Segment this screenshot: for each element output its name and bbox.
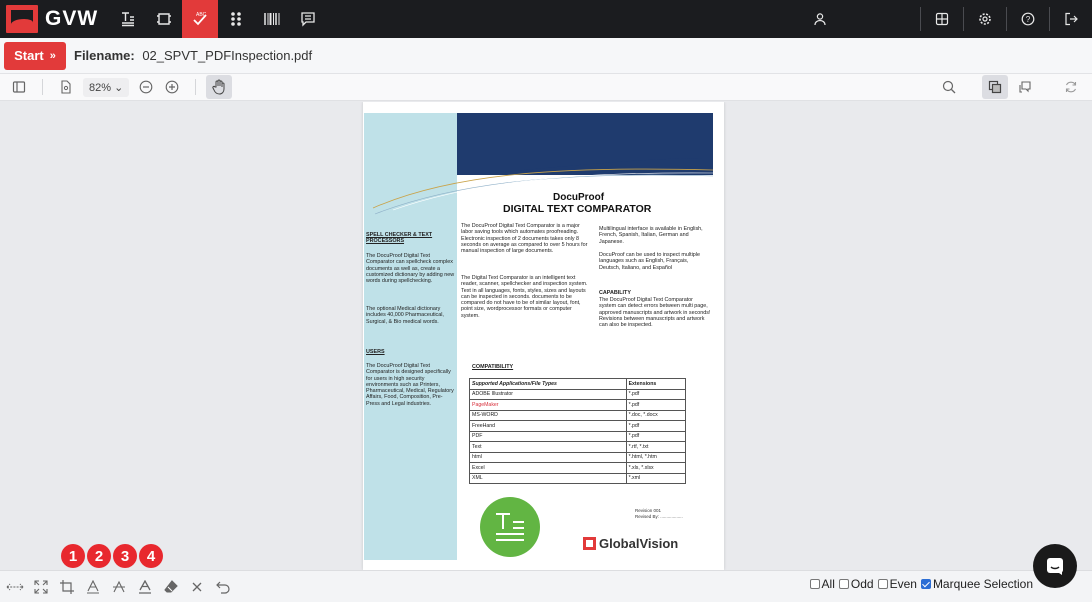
table-cell: XML — [470, 473, 627, 484]
chevron-down-icon: ⌄ — [114, 81, 124, 94]
table-cell: *.pdf — [626, 400, 685, 411]
doc-title: DocuProof — [553, 192, 605, 203]
table-row — [470, 463, 686, 474]
pdf-page[interactable] — [363, 102, 724, 570]
grid-dots-icon[interactable] — [218, 0, 254, 38]
spell-body: The DocuProof Digital Text Comparator can spellcheck complex documents as well as, create a customized dictionary by adding new words during spellchecking. — [366, 253, 455, 285]
spell-heading: SPELL CHECKER & TEXT PROCESSORS — [366, 232, 433, 245]
toolbar-divider — [195, 79, 196, 95]
checkbox-box[interactable] — [839, 579, 849, 589]
annotation-badge-3: 3 — [113, 544, 137, 568]
table-header-row — [470, 379, 686, 390]
svg-text:?: ? — [1025, 15, 1031, 24]
spell-check-icon[interactable] — [182, 0, 218, 38]
table-row — [470, 400, 686, 411]
svg-text:ABC: ABC — [196, 12, 207, 18]
fit-page-icon[interactable] — [28, 573, 54, 601]
compat-heading: COMPATIBILITY — [472, 364, 514, 370]
layout-icon[interactable] — [921, 0, 963, 38]
checkbox-label: Even — [889, 577, 917, 591]
annotations-icon[interactable] — [1012, 75, 1038, 99]
table-cell: *.pdf — [626, 389, 685, 400]
table-cell: *.html, *.htm — [626, 452, 685, 463]
compat-table — [469, 378, 686, 484]
search-icon[interactable] — [936, 75, 962, 99]
brand-name: GlobalVision — [599, 536, 679, 551]
table-header-cell: Extensions — [626, 379, 685, 390]
chat-icon — [1045, 556, 1065, 576]
top-nav — [0, 0, 1092, 38]
spell-body-2: The optional Medical dictionary includes 40,000 Pharmaceutical, Surgical, & Bio medical words. — [366, 306, 444, 325]
app-name: GVW — [45, 7, 99, 30]
user-icon[interactable] — [802, 0, 838, 38]
doc-subtitle: DIGITAL TEXT COMPARATOR — [503, 203, 652, 215]
mid-body-2: The Digital Text Comparator is an intelligent text reader, scanner, spellchecker and inspection system. Text in all languages, fonts, styles, sizes and layouts can be inspected in seconds. documents to be compared do not have to be of similar layout, font, point size, wordprocessor formats or computer system. — [461, 275, 588, 319]
table-cell: html — [470, 452, 627, 463]
checkbox-box[interactable] — [921, 579, 931, 589]
zoom-select[interactable] — [83, 78, 129, 97]
docuproof-logo — [480, 497, 540, 557]
underline-icon[interactable] — [132, 573, 158, 601]
capability-body: The DocuProof Digital Text Comparator system can detect errors between multi page, approved manuscripts and artwork in seconds! Revisions between manuscripts and artwork can also be inspected. — [599, 297, 711, 329]
chat-launcher-button[interactable] — [1033, 544, 1077, 588]
zoom-value: 82% — [89, 81, 112, 94]
crop-icon[interactable] — [54, 573, 80, 601]
filename — [74, 48, 312, 63]
table-cell: *.xml — [626, 473, 685, 484]
annotation-badge-4: 4 — [139, 544, 163, 568]
zoom-out-icon[interactable] — [133, 75, 159, 99]
revision-number: Revision 001 — [635, 508, 662, 513]
page-search-icon[interactable] — [53, 75, 79, 99]
strikethrough-icon[interactable] — [106, 573, 132, 601]
text-icon[interactable] — [80, 573, 106, 601]
table-row — [470, 410, 686, 421]
annotation-badge-2: 2 — [87, 544, 111, 568]
selection-options — [806, 577, 1033, 591]
right-body-1: Multilingual interface is available in English, French, Spanish, Italian, German and Japanese. — [599, 226, 703, 245]
settings-icon[interactable] — [964, 0, 1006, 38]
document-viewer[interactable] — [0, 102, 1092, 570]
checkbox-marquee-selection[interactable] — [921, 577, 1033, 591]
viewer-toolbar — [0, 74, 1092, 101]
filename-value: 02_SPVT_PDFInspection.pdf — [142, 48, 313, 63]
table-cell: Text — [470, 442, 627, 453]
file-bar — [0, 38, 1092, 74]
eraser-icon[interactable] — [158, 573, 184, 601]
right-body-2: DocuProof can be used to inspect multiple languages such as English, Français, Deutsch, Italiano, and Español — [599, 252, 700, 271]
pan-hand-icon[interactable] — [206, 75, 232, 99]
table-cell: *.xls, *.xlsx — [626, 463, 685, 474]
checkbox-box[interactable] — [810, 579, 820, 589]
filename-label: Filename: — [74, 48, 135, 63]
table-cell: *.pdf — [626, 421, 685, 432]
globalvision-mark — [583, 537, 596, 550]
table-header-cell: Supported Applications/File Types — [470, 379, 627, 390]
checkbox-all[interactable] — [810, 577, 835, 591]
table-row — [470, 431, 686, 442]
revised-by: Revised By: .................. — [635, 514, 683, 519]
resize-horizontal-icon[interactable] — [2, 573, 28, 601]
annotation-badge-1: 1 — [61, 544, 85, 568]
table-cell: PageMaker — [470, 400, 627, 411]
table-cell: MS-WORD — [470, 410, 627, 421]
barcode-icon[interactable] — [254, 0, 290, 38]
checkbox-box[interactable] — [878, 579, 888, 589]
logo-mark — [6, 5, 38, 33]
table-cell: ADOBE Illustrator — [470, 389, 627, 400]
table-cell: PDF — [470, 431, 627, 442]
undo-icon[interactable] — [210, 573, 236, 601]
revision-note — [635, 508, 683, 520]
comment-icon[interactable] — [290, 0, 326, 38]
table-row — [470, 473, 686, 484]
text-compare-icon[interactable] — [110, 0, 146, 38]
checkbox-odd[interactable] — [839, 577, 874, 591]
table-row — [470, 421, 686, 432]
globalvision-logo — [583, 536, 678, 551]
toolbar-divider — [42, 79, 43, 95]
capability-heading: CAPABILITY — [599, 290, 631, 296]
start-button[interactable] — [4, 42, 66, 70]
table-row — [470, 452, 686, 463]
table-cell: *.pdf — [626, 431, 685, 442]
close-icon[interactable] — [184, 573, 210, 601]
table-cell: FreeHand — [470, 421, 627, 432]
bottom-toolbar — [0, 570, 1092, 602]
checkbox-label: All — [821, 577, 835, 591]
start-label: Start — [14, 48, 44, 63]
table-cell: *.doc, *.docx — [626, 410, 685, 421]
tile-icon[interactable] — [146, 0, 182, 38]
table-cell: Excel — [470, 463, 627, 474]
checkbox-label: Odd — [850, 577, 874, 591]
table-row — [470, 442, 686, 453]
mid-body-1: The DocuProof Digital Text Comparator is a major labor saving tools which automates proofreading. Electronic inspection of 2 documents takes only 8 seconds on average as compared to over 5 hours for manual inspection of large documents. — [461, 223, 588, 255]
logout-icon[interactable] — [1050, 0, 1092, 38]
help-icon[interactable] — [1007, 0, 1049, 38]
checkbox-even[interactable] — [878, 577, 917, 591]
users-heading: USERS — [366, 349, 385, 355]
checkbox-label: Marquee Selection — [932, 577, 1033, 591]
compare-view-icon[interactable] — [982, 75, 1008, 99]
refresh-icon[interactable] — [1058, 75, 1084, 99]
table-cell: *.rtf, *.txt — [626, 442, 685, 453]
users-body: The DocuProof Digital Text Comparator is designed specifically for users in high security environments such as Printers, Pharmaceutical, Medical, Regulatory Affairs, Food, Composition, Pre-Press and Legal industries. — [366, 363, 454, 407]
table-row — [470, 389, 686, 400]
zoom-in-icon[interactable] — [159, 75, 185, 99]
sidebar-toggle-icon[interactable] — [6, 75, 32, 99]
chevron-double-right-icon: » — [49, 49, 56, 62]
app-logo[interactable] — [0, 0, 98, 38]
